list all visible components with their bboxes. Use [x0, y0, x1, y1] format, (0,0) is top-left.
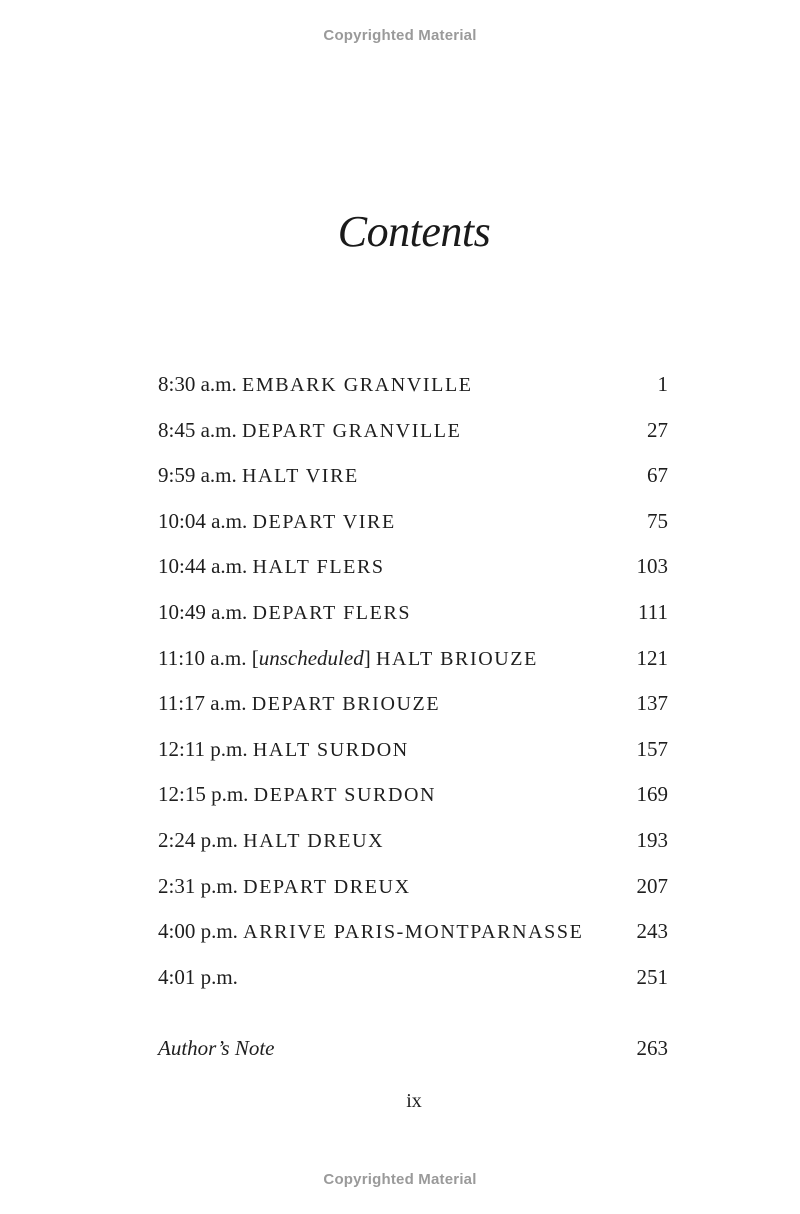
- toc-entry-time: 2:24 p.m.: [158, 827, 238, 852]
- toc-entry-page-number: 263: [636, 1036, 668, 1060]
- toc-entry[interactable]: [158, 685, 668, 731]
- toc-entry[interactable]: 11:10 a.m. [unscheduled] HALT BRIOUZE 121: [158, 640, 668, 686]
- toc-entry[interactable]: [158, 822, 668, 868]
- toc-entry[interactable]: [158, 503, 668, 549]
- toc-entry[interactable]: [158, 731, 668, 777]
- toc-entry-place: HALT SURDON: [252, 738, 409, 761]
- copyright-watermark-top: Copyrighted Material: [323, 27, 477, 44]
- toc-entry-place: EMBARK GRANVILLE: [242, 374, 473, 396]
- toc-entry-time: 10:49 a.m.: [158, 599, 248, 624]
- toc-entry-page-number: 27: [647, 417, 668, 442]
- toc-entry[interactable]: [158, 412, 668, 458]
- toc-entry-page-number: 1: [657, 372, 668, 396]
- toc-entry[interactable]: [158, 457, 668, 503]
- toc-entry-time: 2:31 p.m.: [158, 873, 238, 898]
- toc-entry-page-number: 103: [636, 554, 668, 579]
- toc-entry-page-number: 67: [647, 463, 668, 488]
- toc-entry-page-number: 193: [636, 827, 668, 852]
- toc-entry-page-number: 75: [647, 508, 668, 533]
- toc-entry-page-number: 137: [636, 691, 668, 716]
- toc-entry-place: HALT DREUX: [243, 829, 385, 852]
- toc-entry-time: 10:44 a.m.: [158, 554, 248, 579]
- toc-entry-place: HALT VIRE: [242, 465, 359, 488]
- toc-entry-authors-note[interactable]: [158, 1030, 668, 1066]
- toc-entry-title: Author’s Note: [158, 1036, 275, 1060]
- toc-entry-time: 11:10 a.m.: [158, 645, 247, 670]
- toc-entry-time: 10:04 a.m.: [158, 508, 248, 533]
- toc-entry[interactable]: [158, 959, 668, 1005]
- toc-entry-page-number: 157: [636, 736, 668, 761]
- toc-entry-time: 11:17 a.m.: [158, 691, 247, 716]
- toc-entry-place: DEPART BRIOUZE: [251, 693, 441, 716]
- toc-entry-page-number: 121: [636, 645, 668, 670]
- toc-entry-place: DEPART FLERS: [252, 601, 412, 624]
- toc-entry-place: DEPART DREUX: [243, 875, 411, 898]
- page-number: ix: [406, 1090, 422, 1112]
- toc-entry-place: DEPART GRANVILLE: [242, 419, 462, 442]
- toc-entry-place: HALT FLERS: [252, 556, 385, 579]
- toc-entry[interactable]: [158, 868, 668, 914]
- toc-entry-place: DEPART VIRE: [252, 510, 396, 533]
- page-title: Contents: [337, 207, 491, 256]
- toc-entry-place: HALT BRIOUZE: [375, 647, 538, 670]
- toc-entry-place: DEPART SURDON: [253, 784, 437, 807]
- toc-entry[interactable]: [158, 913, 668, 959]
- toc-entry[interactable]: [158, 548, 668, 594]
- toc-entry-page-number: 207: [636, 873, 668, 898]
- toc-entry-page-number: 251: [636, 964, 668, 989]
- toc-entry-time: 4:00 p.m.: [158, 919, 238, 944]
- toc-entry[interactable]: [158, 594, 668, 640]
- toc-entry-tag: unscheduled: [258, 645, 364, 670]
- toc-entry-place: ARRIVE PARIS-MONTPARNASSE: [243, 921, 584, 944]
- table-of-contents: [158, 366, 668, 1004]
- toc-entry[interactable]: [158, 366, 668, 412]
- toc-entry-time: 9:59 a.m.: [158, 463, 237, 488]
- toc-entry[interactable]: [158, 776, 668, 822]
- toc-entry-time: 8:30 a.m.: [158, 372, 237, 396]
- toc-entry-time: 12:11 p.m.: [158, 736, 248, 761]
- toc-entry-time: 8:45 a.m.: [158, 417, 237, 442]
- toc-entry-page-number: 243: [636, 919, 668, 944]
- toc-entry-time: 12:15 p.m.: [158, 782, 249, 807]
- toc-entry-time: 4:01 p.m.: [158, 964, 238, 989]
- copyright-watermark-bottom: Copyrighted Material: [323, 1171, 477, 1188]
- toc-entry-page-number: 169: [636, 782, 668, 807]
- toc-entry-page-number: 111: [638, 599, 668, 624]
